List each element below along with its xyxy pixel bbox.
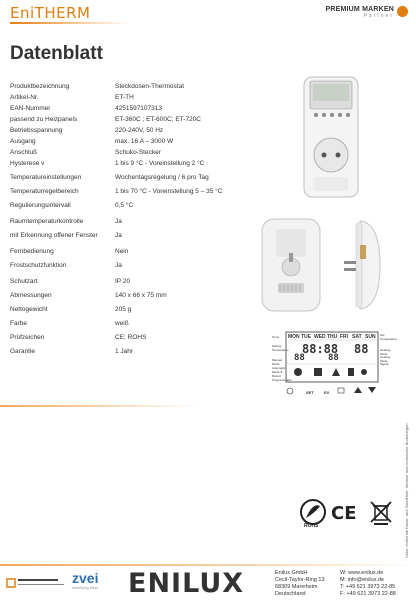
lcd-lower-digits-2: 88	[328, 353, 339, 363]
spec-value: Ja	[115, 218, 122, 225]
association-logo-icon	[6, 576, 66, 590]
page-footer	[0, 568, 416, 600]
premium-partner-logo	[325, 6, 394, 19]
spec-key: Garantie	[10, 348, 35, 355]
spec-key: Schutzart	[10, 278, 38, 285]
spec-row	[10, 149, 300, 160]
spec-row	[10, 188, 300, 202]
spec-row	[10, 105, 300, 116]
lcd-set-button: SET	[306, 390, 314, 395]
certification-marks	[298, 498, 398, 528]
premium-badge-icon	[397, 6, 408, 17]
lcd-ex-button: EX	[324, 390, 330, 395]
spec-row	[10, 348, 300, 362]
company-address	[275, 570, 325, 598]
spec-key: Farbe	[10, 320, 27, 327]
spec-value: ET-360C ; ET-600C; ET-720C	[115, 116, 201, 123]
spec-key: EAN-Nummer	[10, 105, 51, 112]
spec-value: Steckdosen-Thermostat	[115, 83, 185, 90]
spec-key: Nettogewicht	[10, 306, 48, 313]
spec-key: Betriebsspannung	[10, 127, 63, 134]
weee-bin-icon	[370, 500, 392, 526]
thermostat-product-image	[290, 73, 368, 203]
page-header	[0, 0, 416, 26]
lcd-day-wed: WED	[314, 334, 326, 340]
spec-value: Nein	[115, 248, 129, 255]
lcd-label-cooling: Cooling Mode	[380, 355, 391, 363]
spec-key: Anschluß	[10, 149, 38, 156]
spec-key: Regulierungsintervall	[10, 202, 71, 209]
spec-row	[10, 174, 300, 188]
spec-value: 205 g	[115, 306, 132, 313]
spec-value: Wochentagsregelung / 6 pro Tag	[115, 174, 209, 181]
lcd-day-sat: SAT	[352, 334, 362, 340]
zvei-logo	[72, 570, 98, 590]
spec-value: 1 Jahr	[115, 348, 134, 355]
spec-value: Ja	[115, 262, 122, 269]
spec-key: Abmessungen	[10, 292, 52, 299]
association-logo	[6, 576, 66, 590]
enilux-logo: ENILUX	[128, 568, 245, 599]
spec-value: 220-240V, 50 Hz	[115, 127, 164, 134]
lcd-label-auto: Automatic Mode & Period Programmable	[272, 366, 292, 382]
lcd-label-signal: Signal	[380, 362, 389, 366]
spec-key: mit Erkennung offener Fenster	[10, 232, 98, 239]
lcd-day-fri: FRI	[340, 334, 349, 340]
spec-row	[10, 127, 300, 138]
lcd-day-mon: MON	[288, 334, 300, 340]
premium-title: PREMIUM MARKEN	[325, 6, 394, 13]
company-contact	[340, 570, 396, 598]
company-name: Enilux GmbH	[275, 570, 308, 576]
spec-key: Raumtemperaturkontrolle	[10, 218, 84, 225]
spec-value: 1 bis 70 °C - Voreinstellung 5 – 35 °C	[115, 188, 223, 195]
spec-value: 1 bis 9 °C - Voreinstellung 2 °C	[115, 160, 205, 167]
enitherm-logo	[10, 4, 90, 22]
lcd-label-temp: Temp	[272, 335, 280, 339]
spec-value: 4251597107313	[115, 105, 162, 112]
premium-subtitle: Partner	[363, 13, 394, 19]
spec-value: 140 x 66 x 75 mm	[115, 292, 167, 299]
lcd-clock-digits: 88:88	[302, 342, 339, 356]
spec-key: Prüfzeichen	[10, 334, 45, 341]
spec-key: Artikel-Nr.	[10, 94, 39, 101]
thermostat-side-image	[340, 215, 386, 315]
decorative-line-upper	[0, 405, 200, 407]
lcd-label-set-temp: Set Temperature	[380, 333, 397, 341]
spec-key: Fernbedienung	[10, 248, 54, 255]
lcd-day-sun: SUN	[365, 334, 376, 340]
company-city: 68309 Mannheim	[275, 584, 318, 590]
contact-mail[interactable]: M: info@enilux.de	[340, 577, 385, 583]
spec-key: passend zu Heizpanels	[10, 116, 78, 123]
lcd-display-diagram	[272, 330, 396, 396]
disclaimer-note	[404, 388, 410, 558]
contact-web[interactable]: W: www.enilux.de	[340, 570, 384, 576]
spec-row	[10, 116, 300, 127]
spec-value: weiß	[115, 320, 129, 327]
spec-value: 0,5 °C	[115, 202, 134, 209]
enitherm-logo-text: EniTHERM	[10, 4, 91, 22]
spec-key: Temperatureinstellungen	[10, 174, 82, 181]
lcd-label-manual: Manual Mode	[272, 358, 282, 366]
spec-row	[10, 94, 300, 105]
page-title: Datenblatt	[10, 43, 103, 64]
spec-value: CE; ROHS	[115, 334, 147, 341]
lcd-temp-digits: 88	[354, 342, 369, 356]
spec-key: Temperaturregelbereich	[10, 188, 79, 195]
zvei-logo-subtitle: electrifying ideas	[72, 586, 99, 590]
spec-row	[10, 334, 300, 348]
spec-value: IP 20	[115, 278, 131, 285]
spec-key: Ausgang	[10, 138, 36, 145]
lcd-lower-digits: 88	[294, 353, 305, 363]
contact-phone: T: +49 621 3973 22-85	[340, 584, 396, 590]
spec-row	[10, 160, 300, 174]
company-country: Deutschland	[275, 591, 306, 597]
lcd-label-setting: Setting Temperature	[272, 344, 289, 352]
lcd-label-heating: Heating Mode	[380, 348, 391, 356]
spec-value: Ja	[115, 232, 122, 239]
thermostat-back-image	[256, 215, 326, 315]
spec-key: Produktbezeichnung	[10, 83, 70, 90]
spec-row	[10, 138, 300, 149]
spec-key: Frostschutzfunktion	[10, 262, 67, 269]
lcd-day-thu: THU	[327, 334, 338, 340]
ce-mark: CE	[331, 503, 357, 524]
lcd-day-tue: TUE	[301, 334, 311, 340]
spec-value: max. 16 A – 3000 W	[115, 138, 174, 145]
spec-value: Schuko-Stecker	[115, 149, 161, 156]
spec-row	[10, 83, 300, 94]
spec-value: ET-TH	[115, 94, 134, 101]
rohs-label: ROHS	[304, 523, 319, 528]
logo-swoosh	[10, 22, 130, 24]
spec-row	[10, 320, 300, 334]
disclaimer-text: Unter Vorbehalt Druck- und Satzfehler, Irrtümer und technische Änderungen	[404, 423, 409, 558]
zvei-logo-text: zvei	[72, 570, 99, 586]
spec-key: Hysterese v	[10, 160, 45, 167]
rohs-icon	[298, 498, 328, 528]
decorative-line-lower	[0, 564, 416, 566]
contact-fax: F: +49 621 3973 22-88	[340, 591, 396, 597]
company-street: Cecil-Taylor-Ring 13	[275, 577, 325, 583]
